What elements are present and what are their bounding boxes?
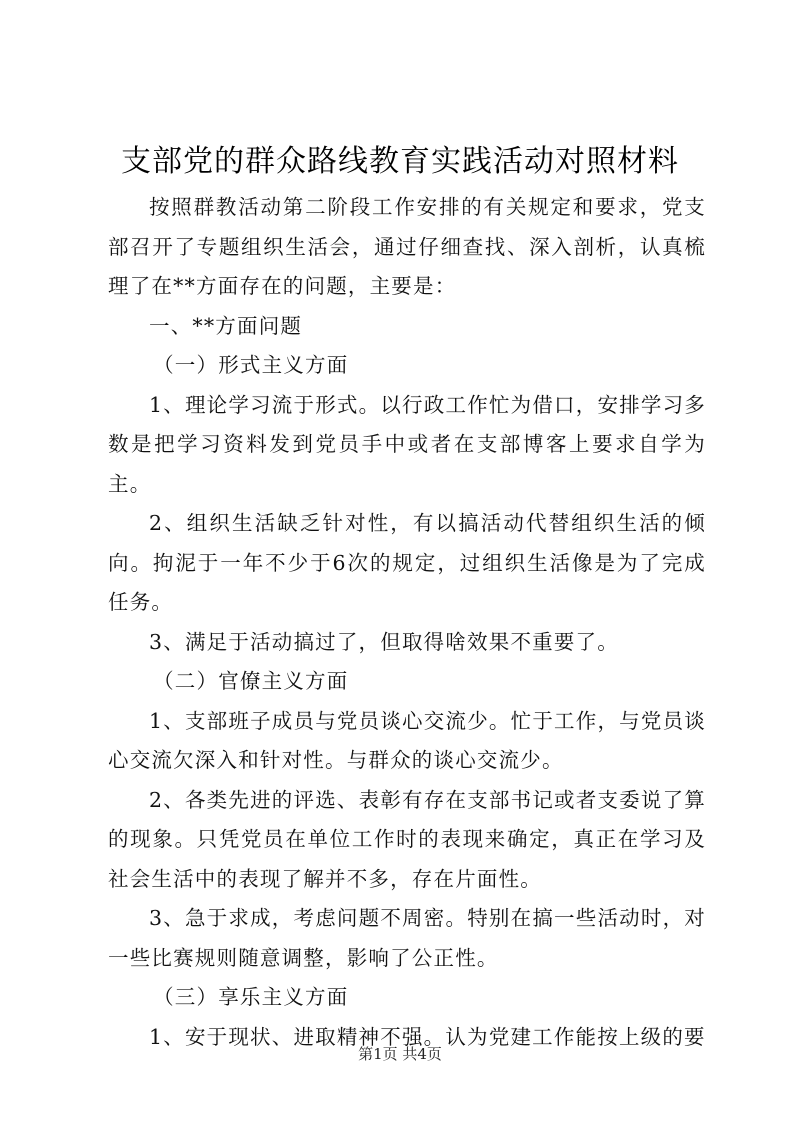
formalism-item-1: 1、理论学习流于形式。以行政工作忙为借口，安排学习多数是把学习资料发到党员手中或者在支部博客上要求自学为主。 bbox=[108, 392, 706, 496]
intro-paragraph: 按照群教活动第二阶段工作安排的有关规定和要求，党支部召开了专题组织生活会，通过仔细查找、深入剖析，认真梳理了在**方面存在的问题，主要是： bbox=[108, 195, 706, 298]
document-title: 支部党的群众路线教育实践活动对照材料 bbox=[121, 144, 679, 179]
document-body bbox=[108, 188, 706, 1057]
bureaucracy-item-3: 3、急于求成，考虑问题不周密。特别在搞一些活动时，对一些比赛规则随意调整，影响了公正性。 bbox=[108, 906, 706, 970]
formalism-item-2: 2、组织生活缺乏针对性，有以搞活动代替组织生活的倾向。拘泥于一年不少于6次的规定，过组织生活像是为了完成任务。 bbox=[108, 511, 706, 614]
hedonism-item-1: 1、安于现状、进取精神不强。认为党建工作能按上级的要 bbox=[149, 1024, 706, 1049]
subsection-heading-bureaucracy: （二）官僚主义方面 bbox=[153, 669, 349, 693]
page-number-footer: 第1页 共4页 bbox=[358, 1045, 442, 1063]
section-heading-1: 一、**方面问题 bbox=[149, 313, 303, 338]
subsection-heading-formalism: （一）形式主义方面 bbox=[153, 353, 349, 377]
bureaucracy-item-2: 2、各类先进的评选、表彰有存在支部书记或者支委说了算的现象。只凭党员在单位工作时的表现来确定，真正在学习及社会生活中的表现了解并不多，存在片面性。 bbox=[108, 787, 706, 891]
bureaucracy-item-1: 1、支部班子成员与党员谈心交流少。忙于工作，与党员谈心交流欠深入和针对性。与群众的谈心交流少。 bbox=[108, 708, 706, 772]
subsection-heading-hedonism: （三）享乐主义方面 bbox=[153, 985, 349, 1009]
formalism-item-3: 3、满足于活动搞过了，但取得啥效果不重要了。 bbox=[149, 629, 619, 654]
